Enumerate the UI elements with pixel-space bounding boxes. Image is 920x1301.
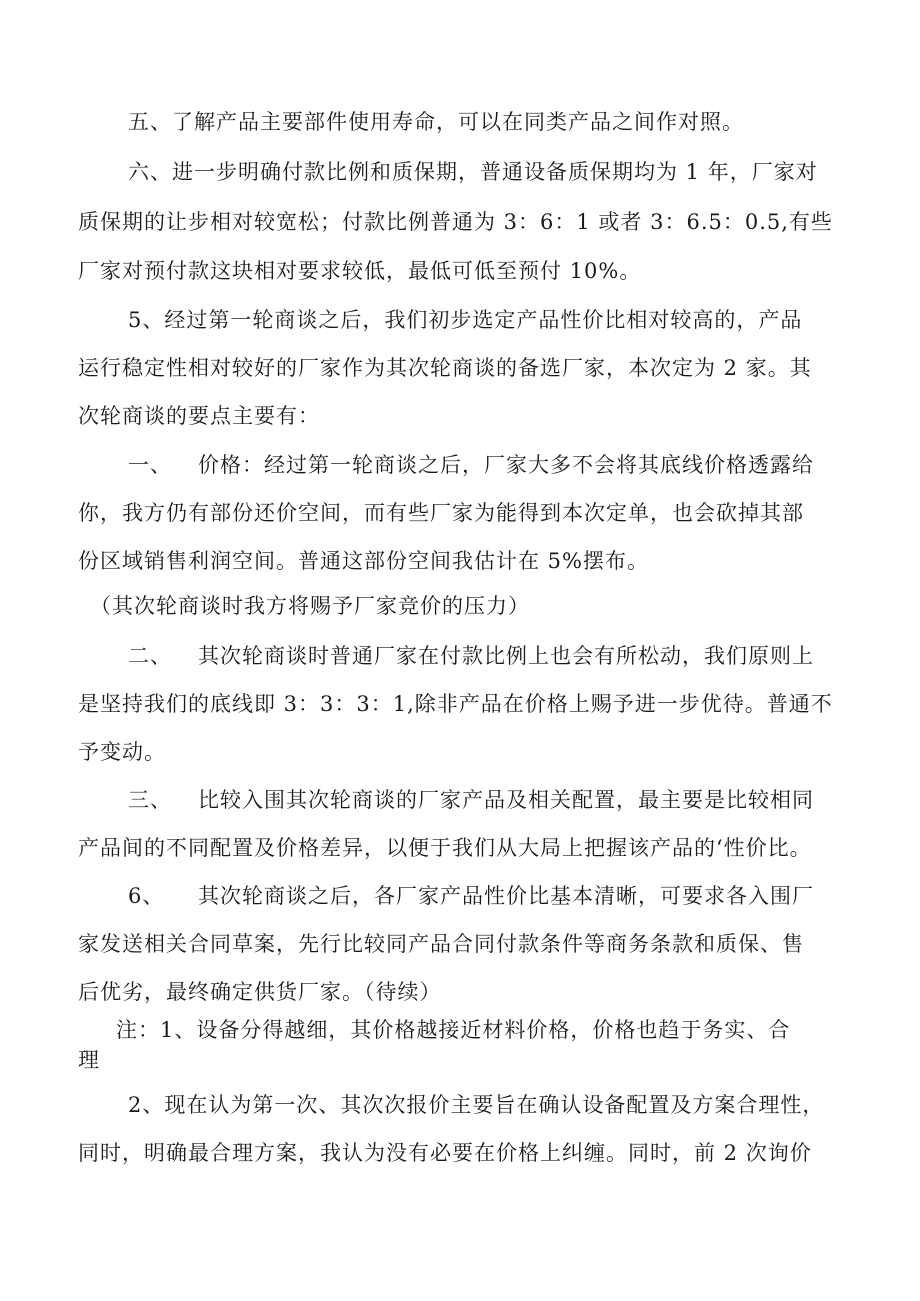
text-line: 家发送相关合同草案，先行比较同产品合同付款条件等商务条款和质保、售	[78, 932, 804, 956]
text-line: 其次轮商谈时普通厂家在付款比例上也会有所松动，我们原则上	[198, 644, 814, 668]
text-line: 你，我方仍有部份还价空间，而有些厂家为能得到本次定单，也会砍掉其部	[78, 501, 804, 525]
text-line: 价格：经过第一轮商谈之后，厂家大多不会将其底线价格透露给	[198, 453, 814, 477]
text-line: 其次轮商谈之后，各厂家产品性价比基本清晰，可要求各入围厂	[198, 884, 814, 908]
text-line: 同时，明确最合理方案，我认为没有必要在价格上纠缠。同时，前 2 次询价	[78, 1141, 812, 1165]
list-marker: 三、	[128, 788, 172, 812]
text-line: 厂家对预付款这块相对要求较低，最低可低至预付 10%。	[78, 259, 642, 283]
list-marker: 一、	[128, 453, 172, 477]
text-line: 后优劣，最终确定供货厂家。（待续）	[78, 980, 442, 1004]
text-line: 予变动。	[78, 740, 166, 764]
text-line: 是坚持我们的底线即 3：3：3：1,除非产品在价格上赐予进一步优待。普通不	[78, 692, 833, 716]
text-line: 产品间的不同配置及价格差异，以便于我们从大局上把握该产品的‘性价比。	[78, 836, 812, 860]
text-line: 六、进一步明确付款比例和质保期，普通设备质保期均为 1 年，厂家对	[128, 160, 818, 184]
text-line: 次轮商谈的要点主要有：	[78, 404, 320, 428]
text-line: 2、现在认为第一次、其次次报价主要旨在确认设备配置及方案合理性，	[128, 1093, 825, 1117]
text-line: 比较入围其次轮商谈的厂家产品及相关配置，最主要是比较相同	[198, 788, 814, 812]
note-line: 注：1、设备分得越细，其价格越接近材料价格，价格也趋于务实、合	[116, 1018, 791, 1042]
note-line: （其次轮商谈时我方将赐予厂家竞价的压力）	[90, 594, 530, 618]
list-marker: 二、	[128, 644, 172, 668]
list-marker: 6、	[128, 884, 165, 908]
text-line: 五、了解产品主要部件使用寿命，可以在同类产品之间作对照。	[128, 110, 744, 134]
text-line: 质保期的让步相对较宽松；付款比例普通为 3：6：1 或者 3：6.5：0.5,有些	[78, 210, 833, 234]
text-line: 份区域销售利润空间。普通这部份空间我估计在 5%摆布。	[78, 549, 649, 573]
text-line: 理	[78, 1048, 100, 1072]
text-line: 5、经过第一轮商谈之后，我们初步选定产品性价比相对较高的，产品	[128, 308, 803, 332]
text-line: 运行稳定性相对较好的厂家作为其次轮商谈的备选厂家，本次定为 2 家。其	[78, 356, 812, 380]
